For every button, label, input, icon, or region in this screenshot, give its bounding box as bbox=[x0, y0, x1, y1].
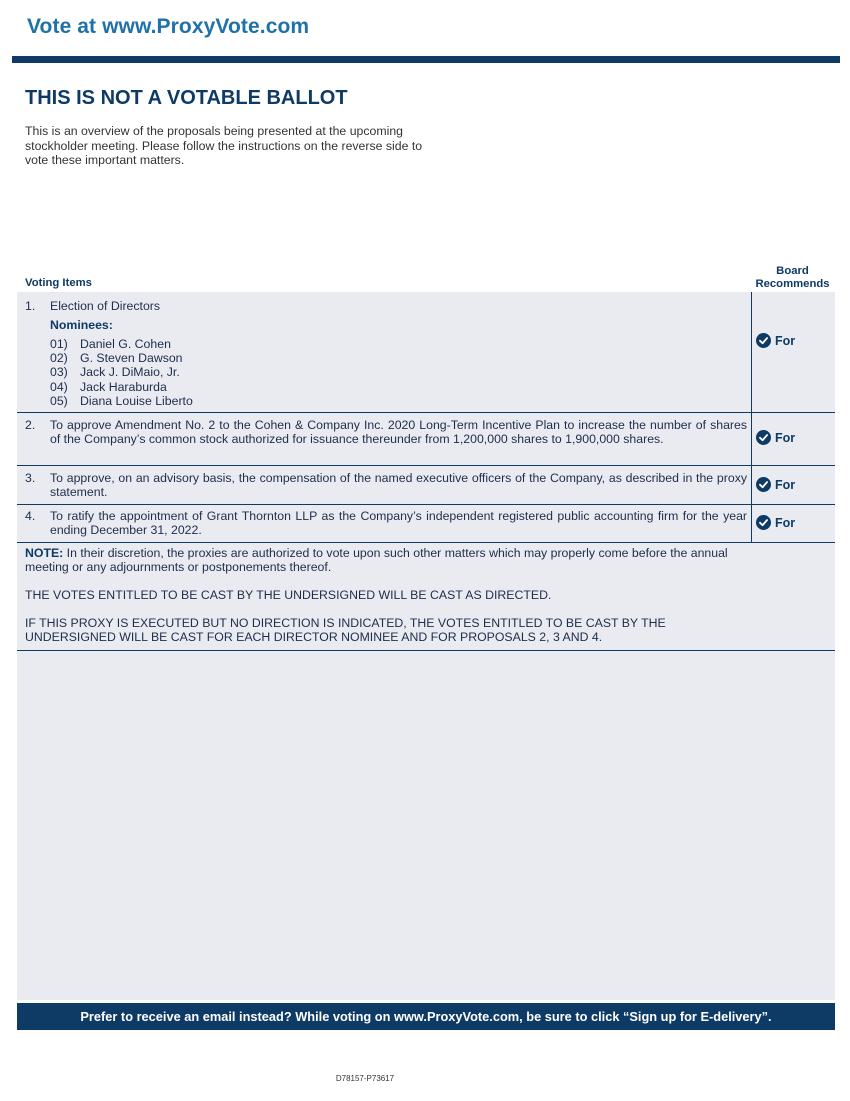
note-text: In their discretion, the proxies are authorized to vote upon such other matters which may properly come before the annual meeting or any adjournments or postponements thereof. bbox=[25, 546, 728, 574]
proposal-3-recommendation bbox=[756, 477, 795, 492]
nominee-item bbox=[50, 394, 193, 408]
nominee-item bbox=[50, 337, 193, 351]
board-recommends-header bbox=[750, 265, 835, 291]
row-divider bbox=[17, 504, 835, 505]
proposal-1-recommendation bbox=[756, 333, 795, 348]
recommendation-label: For bbox=[775, 333, 796, 348]
nominee-name: Diana Louise Liberto bbox=[80, 393, 193, 408]
nominee-item bbox=[50, 351, 193, 365]
no-direction-text: IF THIS PROXY IS EXECUTED BUT NO DIRECTION IS INDICATED, THE VOTES ENTITLED TO BE CAST BY THE UNDERSIGNED WILL BE CAST FOR EACH DIRECTOR NOMINEE AND FOR PROPOSALS 2, 3 AND 4. bbox=[25, 616, 666, 644]
nominee-item bbox=[50, 380, 193, 394]
proposal-4-text: To ratify the appointment of Grant Thornton LLP as the Company’s independent registered public accounting firm for the year ending December 31, 2022. bbox=[50, 509, 747, 537]
nominees-heading: Nominees: bbox=[50, 318, 113, 332]
proposal-4-recommendation bbox=[756, 515, 795, 530]
note-paragraph bbox=[25, 546, 749, 574]
board-header-line1: Board bbox=[776, 265, 809, 277]
proposal-4-number: 4. bbox=[25, 509, 36, 523]
proposal-2-number: 2. bbox=[25, 418, 36, 432]
proposal-1-number: 1. bbox=[25, 299, 36, 313]
checkmark-circle-icon bbox=[756, 430, 771, 445]
nominee-number: 04) bbox=[50, 379, 68, 394]
nominee-name: Jack J. DiMaio, Jr. bbox=[80, 365, 180, 380]
nominee-number: 01) bbox=[50, 337, 68, 351]
votes-directed-text: THE VOTES ENTITLED TO BE CAST BY THE UNDERSIGNED WILL BE CAST AS DIRECTED. bbox=[25, 588, 552, 602]
checkmark-circle-icon bbox=[756, 477, 771, 492]
row-divider bbox=[17, 412, 835, 413]
recommendation-label: For bbox=[775, 430, 796, 445]
proposal-3-number: 3. bbox=[25, 471, 36, 485]
nominee-name: Jack Haraburda bbox=[80, 379, 167, 394]
proposal-2-recommendation bbox=[756, 430, 795, 445]
top-divider bbox=[12, 56, 840, 63]
proposal-3-text: To approve, on an advisory basis, the compensation of the named executive officers of the Company, as described in the proxy statement. bbox=[50, 471, 747, 499]
row-divider bbox=[17, 465, 835, 466]
proposal-1-text: Election of Directors bbox=[50, 299, 161, 313]
voting-items-header: Voting Items bbox=[25, 277, 92, 289]
nominee-name: G. Steven Dawson bbox=[80, 351, 183, 366]
recommendation-label: For bbox=[775, 477, 796, 492]
vote-url-header: Vote at www.ProxyVote.com bbox=[27, 15, 310, 38]
proposal-2-text: To approve Amendment No. 2 to the Cohen & Company Inc. 2020 Long-Term Incentive Plan to increase the number of shares of the Company’s common stock authorized for issuance thereunder from 1,200,000 shares to 1,900,000 shares. bbox=[50, 418, 747, 446]
checkmark-circle-icon bbox=[756, 515, 771, 530]
intro-text: This is an overview of the proposals being presented at the upcoming stockholder meeting. Please follow the instructions on the reverse side to vote these important matters. bbox=[25, 124, 423, 167]
nominee-name: Daniel G. Cohen bbox=[80, 337, 171, 351]
column-divider bbox=[751, 292, 752, 543]
board-header-line2: Recommends bbox=[755, 278, 830, 290]
row-divider bbox=[17, 542, 835, 543]
note-label: NOTE: bbox=[25, 546, 64, 560]
nominee-item bbox=[50, 365, 193, 379]
nominee-number: 03) bbox=[50, 365, 68, 380]
row-divider bbox=[17, 650, 835, 651]
nominee-number: 05) bbox=[50, 393, 68, 408]
recommendation-label: For bbox=[775, 515, 796, 530]
edelivery-banner: Prefer to receive an email instead? While voting on www.ProxyVote.com, be sure to click “Sign up for E-delivery”. bbox=[17, 1003, 835, 1030]
page-title: THIS IS NOT A VOTABLE BALLOT bbox=[25, 87, 348, 109]
nominee-list bbox=[50, 337, 193, 408]
checkmark-circle-icon bbox=[756, 333, 771, 348]
nominee-number: 02) bbox=[50, 351, 68, 366]
document-code: D78157-P73617 bbox=[335, 1074, 395, 1083]
